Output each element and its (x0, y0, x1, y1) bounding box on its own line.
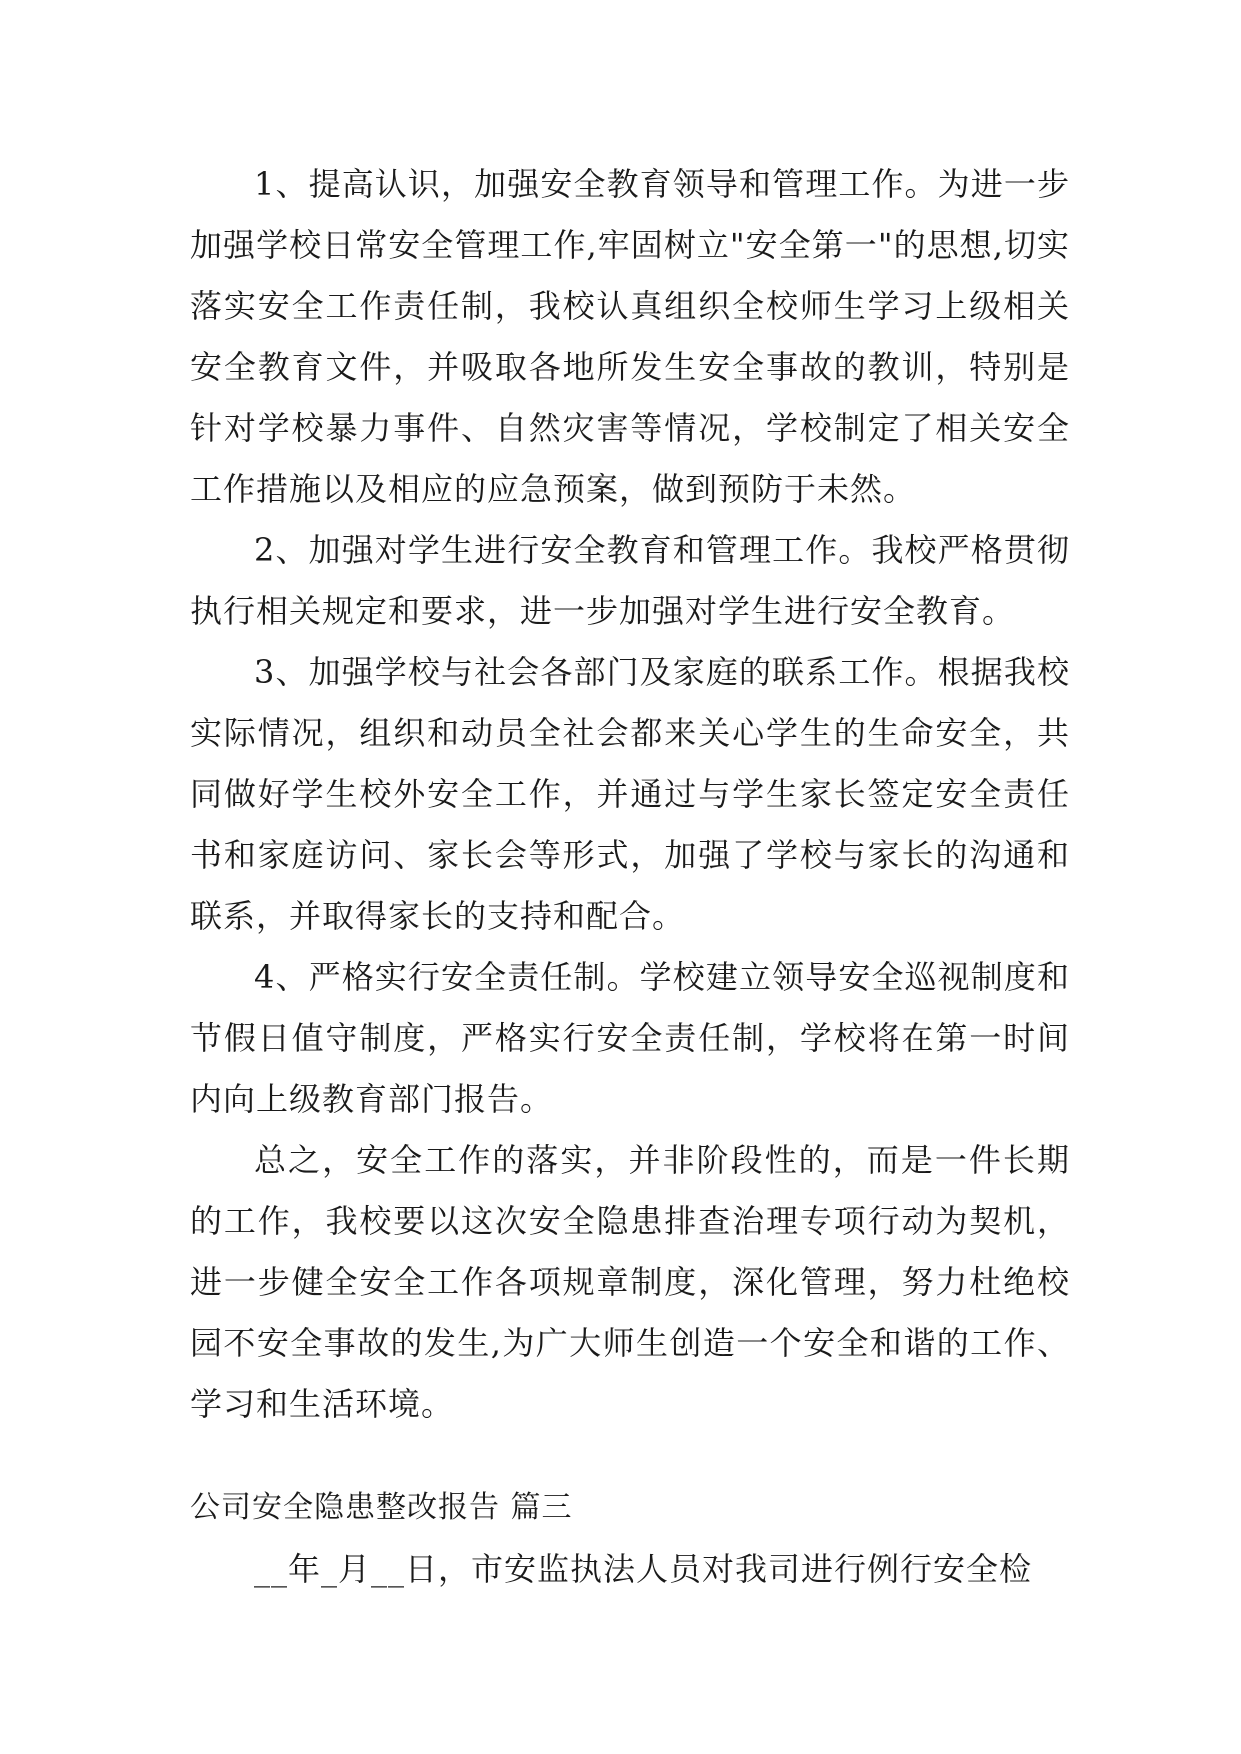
paragraph-5: 总之，安全工作的落实，并非阶段性的，而是一件长期的工作，我校要以这次安全隐患排查治理专项行动为契机，进一步健全安全工作各项规章制度，深化管理，努力杜绝校园不安全事故的发生,为广大师生创造一个安全和谐的工作、学习和生活环境。 (190, 1141, 1070, 1423)
section-title: 公司安全隐患整改报告 篇三 (190, 1490, 573, 1525)
paragraph-1: 1、提高认识，加强安全教育领导和管理工作。为进一步加强学校日常安全管理工作,牢固树立"安全第一"的思想,切实落实安全工作责任制，我校认真组织全校师生学习上级相关安全教育文件，并吸取各地所发生安全事故的教训，特别是针对学校暴力事件、自然灾害等情况，学校制定了相关安全工作措施以及相应的应急预案，做到预防于未然。 (190, 165, 1070, 508)
paragraph-4: 4、严格实行安全责任制。学校建立领导安全巡视制度和节假日值守制度，严格实行安全责任制，学校将在第一时间内向上级教育部门报告。 (190, 958, 1070, 1118)
paragraph-3: 3、加强学校与社会各部门及家庭的联系工作。根据我校实际情况，组织和动员全社会都来关心学生的生命安全，共同做好学生校外安全工作，并通过与学生家长签定安全责任书和家庭访问、家长会等形式，加强了学校与家长的沟通和联系，并取得家长的支持和配合。 (190, 653, 1070, 935)
document-body (190, 154, 1070, 1600)
section-paragraph-1: __年_月__日，市安监执法人员对我司进行例行安全检 (254, 1550, 1033, 1588)
paragraph-2: 2、加强对学生进行安全教育和管理工作。我校严格贯彻执行相关规定和要求，进一步加强对学生进行安全教育。 (190, 531, 1070, 630)
